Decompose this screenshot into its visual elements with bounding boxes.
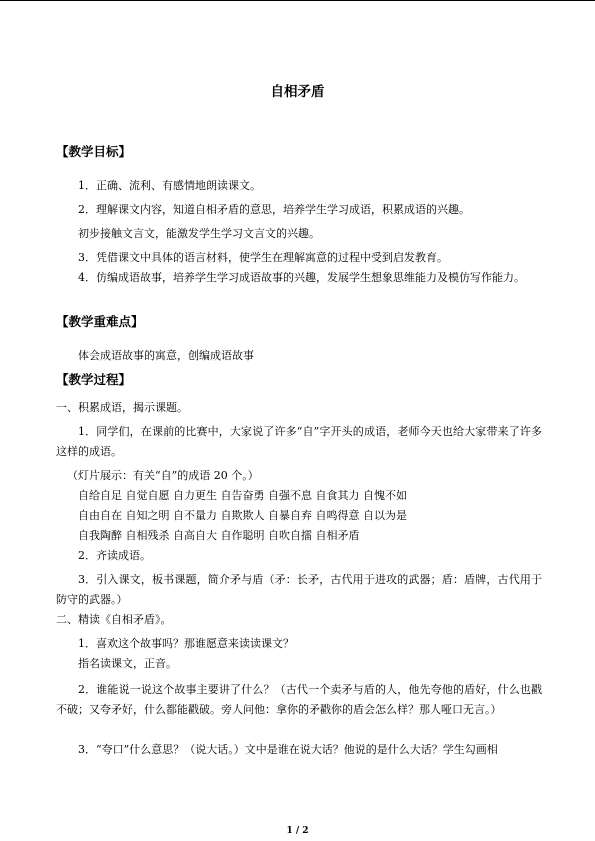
goal-2-continued: 初步接触文言文，能激发学生学习文言文的兴趣。 <box>78 227 320 240</box>
process-paragraph-1: 1．同学们，在课前的比赛中，大家说了许多“自”字开头的成语，老师今天也给大家带来了许多这样的成语。 <box>56 425 542 458</box>
goal-3: 3．凭借课文中具体的语言材料，使学生在理解寓意的过程中受到启发教育。 <box>78 251 448 264</box>
goals-heading: 【教学目标】 <box>56 144 132 159</box>
key-points-text: 体会成语故事的寓意，创编成语故事 <box>78 349 254 362</box>
document-body <box>56 142 542 760</box>
goal-2: 2．理解课文内容，知道自相矛盾的意思，培养学生学习成语，积累成语的兴趣。 <box>78 203 470 216</box>
goal-4: 4．仿编成语故事，培养学生学习成语故事的兴趣，发展学生想象思维能力及模仿写作能力。 <box>78 271 525 284</box>
process-paragraph-7: 2．谁能说一说这个故事主要讲了什么？（古代一个卖矛与盾的人，他先夸他的盾好，什么也戳不破；又夸矛好，什么都能戳破。旁人问他：拿你的矛戳你的盾会怎么样？那人哑口无言。） <box>56 683 542 716</box>
process-paragraph-8: 3．“夸口”什么意思？（说大话。）文中是谁在说大话？他说的是什么大话？学生勾画相 <box>78 743 498 756</box>
page-number: 1 / 2 <box>286 826 309 836</box>
process-part-2-title: 二、精读《自相矛盾》。 <box>56 613 172 626</box>
process-paragraph-6: 指名读课文，正音。 <box>78 657 177 670</box>
key-points-heading: 【教学重难点】 <box>56 314 144 329</box>
goal-1: 1．正确、流利、有感情地朗读课文。 <box>78 179 261 192</box>
process-paragraph-4: 3．引入课文，板书课题，简介矛与盾（矛：长矛，古代用于进攻的武器；盾：盾牌，古代用于防守的武器。） <box>56 573 542 606</box>
process-paragraph-3: 2．齐读成语。 <box>78 549 151 562</box>
document-title: 自相矛盾 <box>270 84 325 100</box>
idiom-line-3: 自我陶醉 自相残杀 自高自大 自作聪明 自吹自擂 自相矛盾 <box>78 529 360 542</box>
idiom-line-1: 自给自足 自觉自愿 自力更生 自告奋勇 自强不息 自食其力 自愧不如 <box>78 489 407 502</box>
process-part-1-title: 一、积累成语，揭示课题。 <box>56 401 188 414</box>
idiom-line-2: 自由自在 自知之明 自不量力 自欺欺人 自暴自弃 自鸣得意 自以为是 <box>78 509 407 522</box>
top-rule <box>0 0 595 1</box>
process-heading: 【教学过程】 <box>56 372 132 387</box>
process-slide-note: （灯片展示：有关“自”的成语 20 个。） <box>67 469 259 482</box>
process-paragraph-5: 1．喜欢这个故事吗？那谁愿意来读读课文？ <box>78 637 294 650</box>
